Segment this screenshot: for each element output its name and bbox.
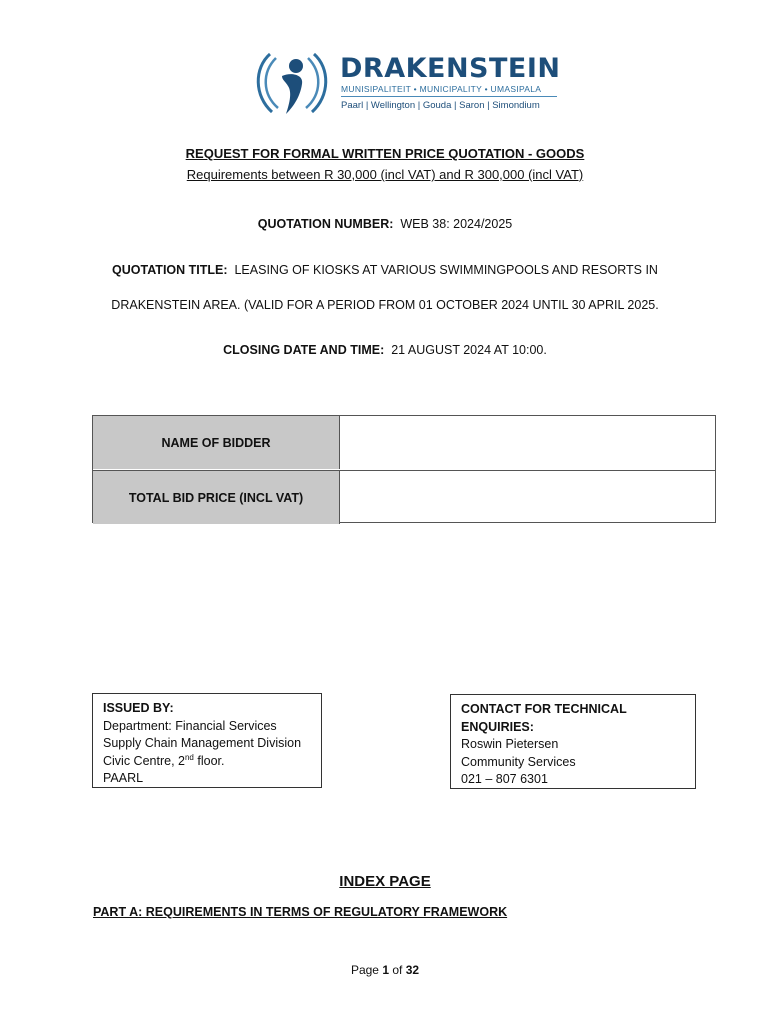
part-a-heading: PART A: REQUIREMENTS IN TERMS OF REGULATORY FRAMEWORK [93, 905, 508, 919]
bidder-name-field[interactable] [340, 416, 715, 469]
table-row [93, 416, 715, 469]
contact-department: Community Services [461, 754, 576, 769]
total-bid-price-label: TOTAL BID PRICE (INCL VAT) [93, 471, 340, 524]
closing-date-value: 21 AUGUST 2024 AT 10:00. [391, 343, 547, 357]
table-row [93, 470, 715, 524]
contact-phone: 021 – 807 6301 [461, 772, 548, 786]
quotation-title-line1 [0, 263, 770, 277]
issued-by-division: Supply Chain Management Division [103, 736, 302, 750]
quotation-number-label: QUOTATION NUMBER: [257, 217, 394, 231]
issued-by-city: PAARL [103, 771, 144, 785]
issued-by-box [92, 693, 322, 788]
issued-by-department: Department: Financial Services [103, 718, 277, 733]
document-title: REQUEST FOR FORMAL WRITTEN PRICE QUOTATION - GOODS [185, 146, 585, 161]
quotation-title-value-1: LEASING OF KIOSKS AT VARIOUS SWIMMINGPOOLS AND RESORTS IN [234, 263, 658, 277]
logo-divider [341, 96, 557, 97]
logo-wordmark: DRAKENSTEIN [340, 53, 561, 84]
page-number: Page 1 of 32 [350, 963, 420, 977]
quotation-title-line2: DRAKENSTEIN AREA. (VALID FOR A PERIOD FROM 01 OCTOBER 2024 UNTIL 30 APRIL 2025. [111, 298, 659, 312]
technical-contact-box [450, 694, 696, 789]
logo-subtitle: MUNISIPALITEIT • MUNICIPALITY • UMASIPALA [341, 84, 542, 94]
drakenstein-emblem-icon [252, 46, 332, 118]
closing-date-label: CLOSING DATE AND TIME: [223, 343, 385, 357]
contact-name: Roswin Pietersen [461, 737, 559, 751]
bidder-name-label: NAME OF BIDDER [93, 416, 340, 469]
contact-heading: CONTACT FOR TECHNICAL ENQUIRIES: [461, 702, 627, 734]
quotation-number [0, 217, 770, 231]
closing-date [0, 343, 770, 357]
municipality-logo [252, 46, 562, 118]
bid-table [92, 415, 716, 523]
issued-by-address: Civic Centre, 2nd floor. [103, 752, 225, 768]
issued-by-heading: ISSUED BY: [103, 701, 174, 715]
total-bid-price-field[interactable] [340, 471, 715, 524]
quotation-number-value: WEB 38: 2024/2025 [400, 217, 513, 231]
index-page-title: INDEX PAGE [339, 873, 431, 890]
quotation-title-label: QUOTATION TITLE: [112, 263, 228, 277]
logo-towns: Paarl | Wellington | Gouda | Saron | Simondium [341, 100, 540, 111]
document-subtitle: Requirements between R 30,000 (incl VAT) and R 300,000 (incl VAT) [186, 167, 584, 182]
